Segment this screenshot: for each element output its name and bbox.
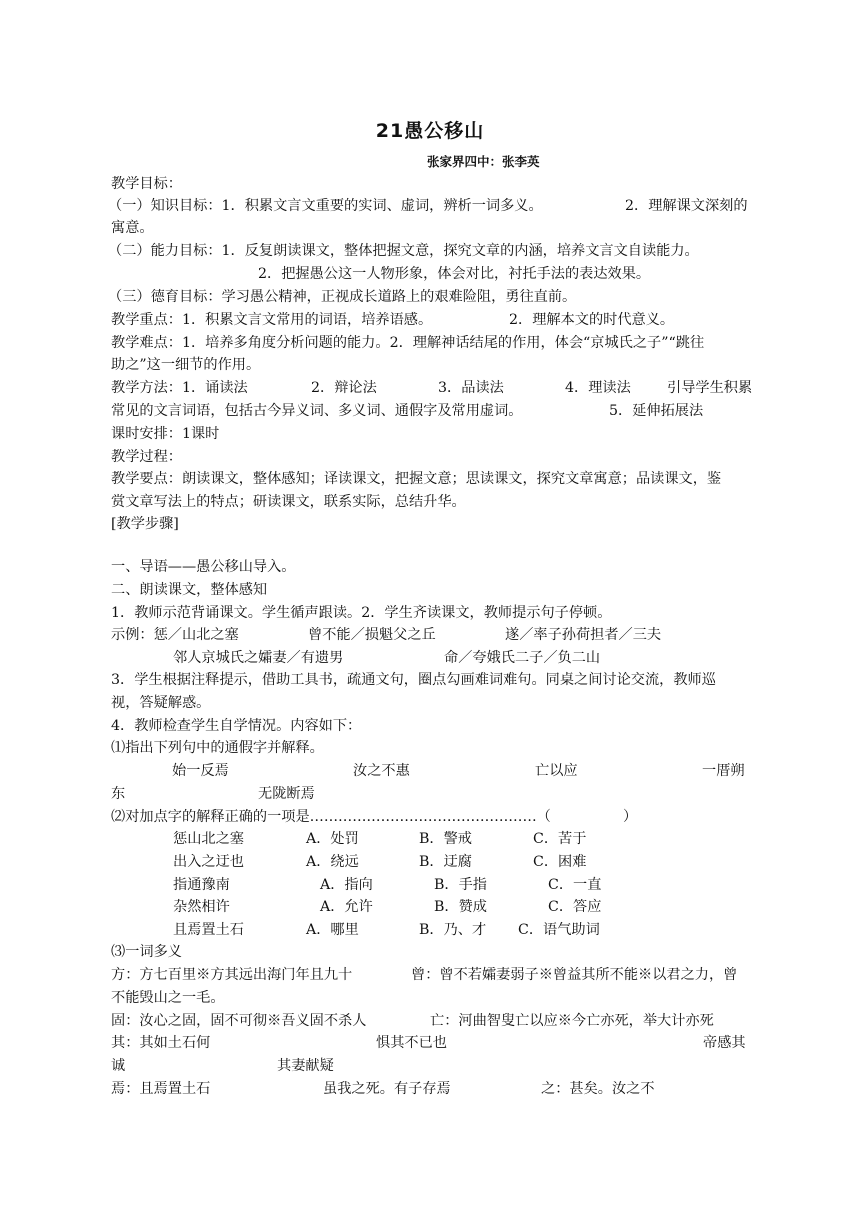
difficult-points-1: 教学难点：1．培养多角度分析问题的能力。2．理解神话结尾的作用，体会“京城氏之子”“跳往 (111, 335, 705, 351)
ability-goal-1: （二）能力目标：1．反复朗读课文，整体把握文意，探究文章的内涵，培养文言文自读能力。 (108, 243, 699, 259)
question-2-end: ） (623, 809, 638, 825)
pause-example-2: 曾不能／损魁父之丘 (308, 627, 436, 643)
choice-a: A．绕远 (306, 854, 359, 870)
choice-a: A．指向 (320, 877, 373, 893)
choice-b: B．警戒 (419, 831, 472, 847)
polysemy-qi-3: 帝感其 (703, 1035, 746, 1051)
method-guide: 引导学生积累 (667, 380, 753, 396)
polysemy-qi-1: 其：其如土石何 (111, 1035, 211, 1051)
step-4-line-1: 3．学生根据注释提示，借助工具书，疏通文句，圈点勾画难词难句。同桌之间讨论交流，教师巡 (111, 672, 716, 688)
choice-a: A．哪里 (306, 922, 359, 938)
method-1: 教学方法：1．诵读法 (111, 380, 248, 396)
step-1: 一、导语——愚公移山导入。 (111, 559, 296, 575)
page-title: 21愚公移山 (375, 120, 485, 142)
step-5: 4．教师检查学生自学情况。内容如下： (111, 718, 362, 734)
difficult-points-2: 助之”这一细节的作用。 (111, 357, 261, 373)
tongjia-3: 亡以应 (535, 763, 578, 779)
knowledge-goal-2: 2．理解课文深刻的 (625, 198, 748, 214)
polysemy-wang: 亡：河曲智叟亡以应※今亡亦死，举大计亦死 (430, 1013, 714, 1029)
step-4-line-2: 视，答疑解惑。 (111, 695, 211, 711)
knowledge-goal-1: （一）知识目标：1．积累文言文重要的实词、虚词，辨析一词多义。 (108, 198, 543, 214)
teaching-points-1: 教学要点：朗读课文，整体感知；译读课文，把握文意；思读课文，探究文章寓意；品读课文，鉴 (111, 471, 722, 487)
polysemy-qi-3-cont: 诚 (111, 1058, 126, 1074)
choice-c: C．答应 (548, 899, 602, 915)
choice-word: 指通豫南 (173, 877, 230, 893)
choice-b: B．乃、才 (419, 922, 487, 938)
polysemy-gu: 固：汝心之固，固不可彻※吾义固不杀人 (111, 1013, 367, 1029)
pause-example-1: 示例：惩／山北之塞 (111, 627, 239, 643)
moral-goal: （三）德育目标：学习愚公精神，正视成长道路上的艰难险阻，勇往直前。 (108, 289, 577, 305)
author-line: 张家界四中：张李英 (427, 154, 540, 169)
steps-heading: [教学步骤] (111, 516, 179, 532)
method-guide-cont: 常见的文言词语，包括古今异义词、多义词、通假字及常用虚词。 (111, 403, 523, 419)
choice-c: C．困难 (533, 854, 587, 870)
question-2: ⑵对加点字的解释正确的一项是…………………………………………（ (111, 809, 551, 825)
polysemy-qi-4: 其妻献疑 (277, 1058, 334, 1074)
method-2: 2．辩论法 (311, 380, 377, 396)
goals-heading: 教学目标： (111, 176, 182, 192)
tongjia-4: 一厝朔 (702, 763, 745, 779)
tongjia-5: 无陇断焉 (258, 786, 315, 802)
tongjia-1: 始一反焉 (172, 763, 229, 779)
question-1: ⑴指出下列句中的通假字并解释。 (111, 740, 324, 756)
choice-b: B．赞成 (434, 899, 487, 915)
polysemy-zeng-cont: 不能毁山之一毛。 (111, 990, 225, 1006)
polysemy-zeng: 曾：曾不若孀妻弱子※曾益其所不能※以君之力，曾 (411, 967, 738, 983)
choice-c: C．语气助词 (518, 922, 600, 938)
choice-word: 出入之迂也 (173, 854, 244, 870)
choice-a: A．允许 (320, 899, 373, 915)
choice-b: B．迂腐 (419, 854, 472, 870)
polysemy-yan-2: 虽我之死。有子存焉 (323, 1081, 451, 1097)
key-point-2: 2．理解本文的时代意义。 (509, 312, 675, 328)
knowledge-goal-cont: 寓意。 (111, 220, 154, 236)
key-point-1: 教学重点：1．积累文言文常用的词语，培养语感。 (111, 312, 433, 328)
polysemy-heading: ⑶一词多义 (111, 944, 182, 960)
tongjia-2: 汝之不惠 (353, 763, 410, 779)
process-heading: 教学过程： (111, 449, 182, 465)
choice-c: C．苦于 (533, 831, 587, 847)
choice-word: 杂然相许 (173, 899, 230, 915)
step-2: 二、朗读课文，整体感知 (111, 582, 268, 598)
ability-goal-2: 2．把握愚公这一人物形象，体会对比，衬托手法的表达效果。 (258, 266, 651, 282)
pause-example-5: 命／夸娥氏二子／负二山 (444, 650, 601, 666)
choice-word: 且焉置土石 (173, 922, 244, 938)
choice-word: 惩山北之塞 (173, 831, 244, 847)
choice-a: A．处罚 (306, 831, 359, 847)
pause-example-3: 遂／率子孙荷担者／三夫 (505, 627, 662, 643)
hours: 课时安排：1课时 (111, 426, 220, 442)
method-4: 4．理读法 (565, 380, 631, 396)
choice-c: C．一直 (548, 877, 602, 893)
teaching-points-2: 赏文章写法上的特点；研读课文，联系实际，总结升华。 (111, 494, 466, 510)
polysemy-zhi: 之：甚矣。汝之不 (541, 1081, 655, 1097)
method-5: 5．延伸拓展法 (609, 403, 704, 419)
polysemy-qi-2: 惧其不已也 (376, 1035, 447, 1051)
polysemy-yan-1: 焉：且焉置土石 (111, 1081, 211, 1097)
method-3: 3．品读法 (438, 380, 504, 396)
pause-example-4: 邻人京城氏之孀妻／有遗男 (173, 650, 344, 666)
polysemy-fang: 方：方七百里※方其远出海门年且九十 (111, 967, 353, 983)
step-3: 1．教师示范背诵课文。学生循声跟读。2．学生齐读课文，教师提示句子停顿。 (111, 605, 612, 621)
tongjia-4-cont: 东 (111, 786, 126, 802)
choice-b: B．手指 (434, 877, 487, 893)
